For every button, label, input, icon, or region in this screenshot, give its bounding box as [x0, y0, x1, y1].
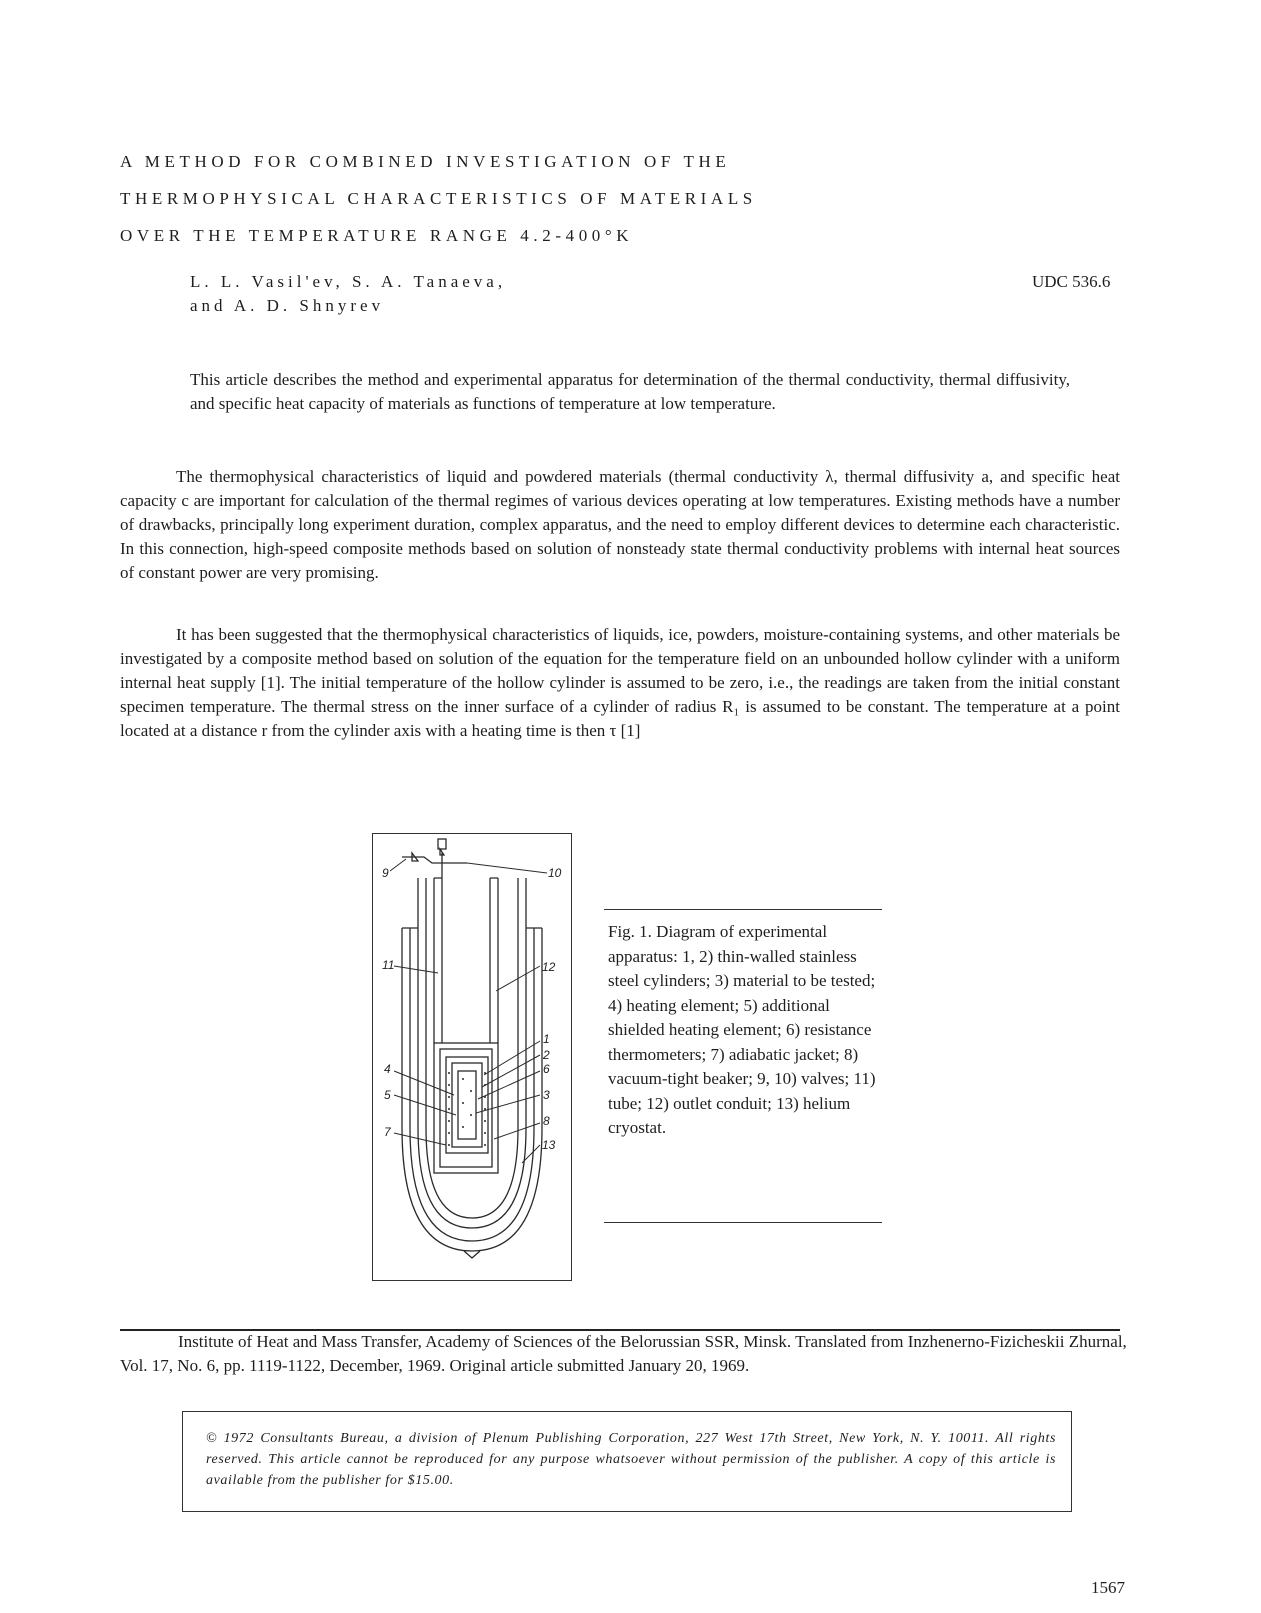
body-paragraph-1 [120, 465, 1120, 585]
figure-label-6: 6 [543, 1062, 550, 1076]
figure-label-13: 13 [542, 1138, 556, 1152]
figure-caption: Fig. 1. Diagram of experimental apparatus: 1, 2) thin-walled stainless steel cylinders; 3) material to be tested; 4) heating element; 5) additional shielded heating element; 6) resistance thermometers; 7) adiabatic jacket; 8) vacuum-tight beaker; 9, 10) valves; 11) tube; 12) outlet conduit; 13) helium cryostat. [608, 922, 876, 1137]
body-paragraph-1-text: The thermophysical characteristics of liquid and powdered materials (thermal conductivity λ, thermal diffusivity a, and specific heat capacity c are important for calculation of the thermal regimes of various devices operating at low temperatures. Existing methods have a number of drawbacks, principally long experiment duration, complex apparatus, and the need to employ different devices to determine each characteristic. In this connection, high-speed composite methods based on solution of nonsteady state thermal conductivity problems with internal heat sources of constant power are very promising. [120, 467, 1120, 582]
abstract: This article describes the method and experimental apparatus for determination of the thermal conductivity, thermal diffusivity, and specific heat capacity of materials as functions of temperature at low temperature. [190, 370, 1070, 413]
footnote [120, 1330, 1145, 1378]
authors-line-2: and A. D. Shnyrev [190, 296, 385, 315]
figure-label-2: 2 [543, 1048, 550, 1062]
copyright-notice: © 1972 Consultants Bureau, a division of Plenum Publishing Corporation, 227 West 17th Street, New York, N. Y. 10011. All rights reserved. This article cannot be reproduced for any purpose whatsoever without permission of the publisher. A copy of this article is available from the publisher for $15.00. [206, 1431, 1056, 1488]
figure-label-1: 1 [543, 1032, 550, 1046]
authors-line-1: L. L. Vasil'ev, S. A. Tanaeva, [190, 272, 507, 291]
footnote-text: Institute of Heat and Mass Transfer, Academy of Sciences of the Belorussian SSR, Minsk. Translated from Inzhenerno-Fizicheskii Zhurnal, Vol. 17, No. 6, pp. 1119-1122, December, 1969. Original article submitted January 20, 1969. [120, 1332, 1127, 1375]
figure-label-7: 7 [384, 1125, 391, 1139]
page-number: 1567 [1091, 1578, 1125, 1597]
title-line-1: A METHOD FOR COMBINED INVESTIGATION OF THE [120, 152, 731, 171]
caption-rule-bottom [604, 1222, 882, 1223]
figure-label-5: 5 [384, 1088, 391, 1102]
figure-label-10: 10 [548, 866, 562, 880]
figure-label-8: 8 [543, 1114, 550, 1128]
figure-label-9: 9 [382, 866, 389, 880]
figure-label-3: 3 [543, 1088, 550, 1102]
caption-rule-top [604, 909, 882, 910]
body-paragraph-2 [120, 623, 1120, 743]
title-line-2: THERMOPHYSICAL CHARACTERISTICS OF MATERIALS [120, 189, 757, 208]
body-paragraph-2-text: It has been suggested that the thermophysical characteristics of liquids, ice, powders, moisture-containing systems, and other materials be investigated by a composite method based on solution of the equation for the temperature field on an unbounded hollow cylinder with a uniform internal heat supply [1]. The initial temperature of the hollow cylinder is assumed to be zero, i.e., the readings are taken from the initial constant specimen temperature. The thermal stress on the inner surface of a cylinder of radius R₁ is assumed to be constant. The temperature at a point located at a distance r from the cylinder axis with a heating time is then τ [1] [120, 625, 1120, 740]
apparatus-diagram [372, 833, 572, 1281]
udc-code: UDC 536.6 [1032, 272, 1111, 291]
title-line-3: OVER THE TEMPERATURE RANGE 4.2-400°K [120, 226, 634, 245]
figure-label-12: 12 [542, 960, 556, 974]
figure-label-11: 11 [382, 958, 395, 972]
figure-label-4: 4 [384, 1062, 391, 1076]
